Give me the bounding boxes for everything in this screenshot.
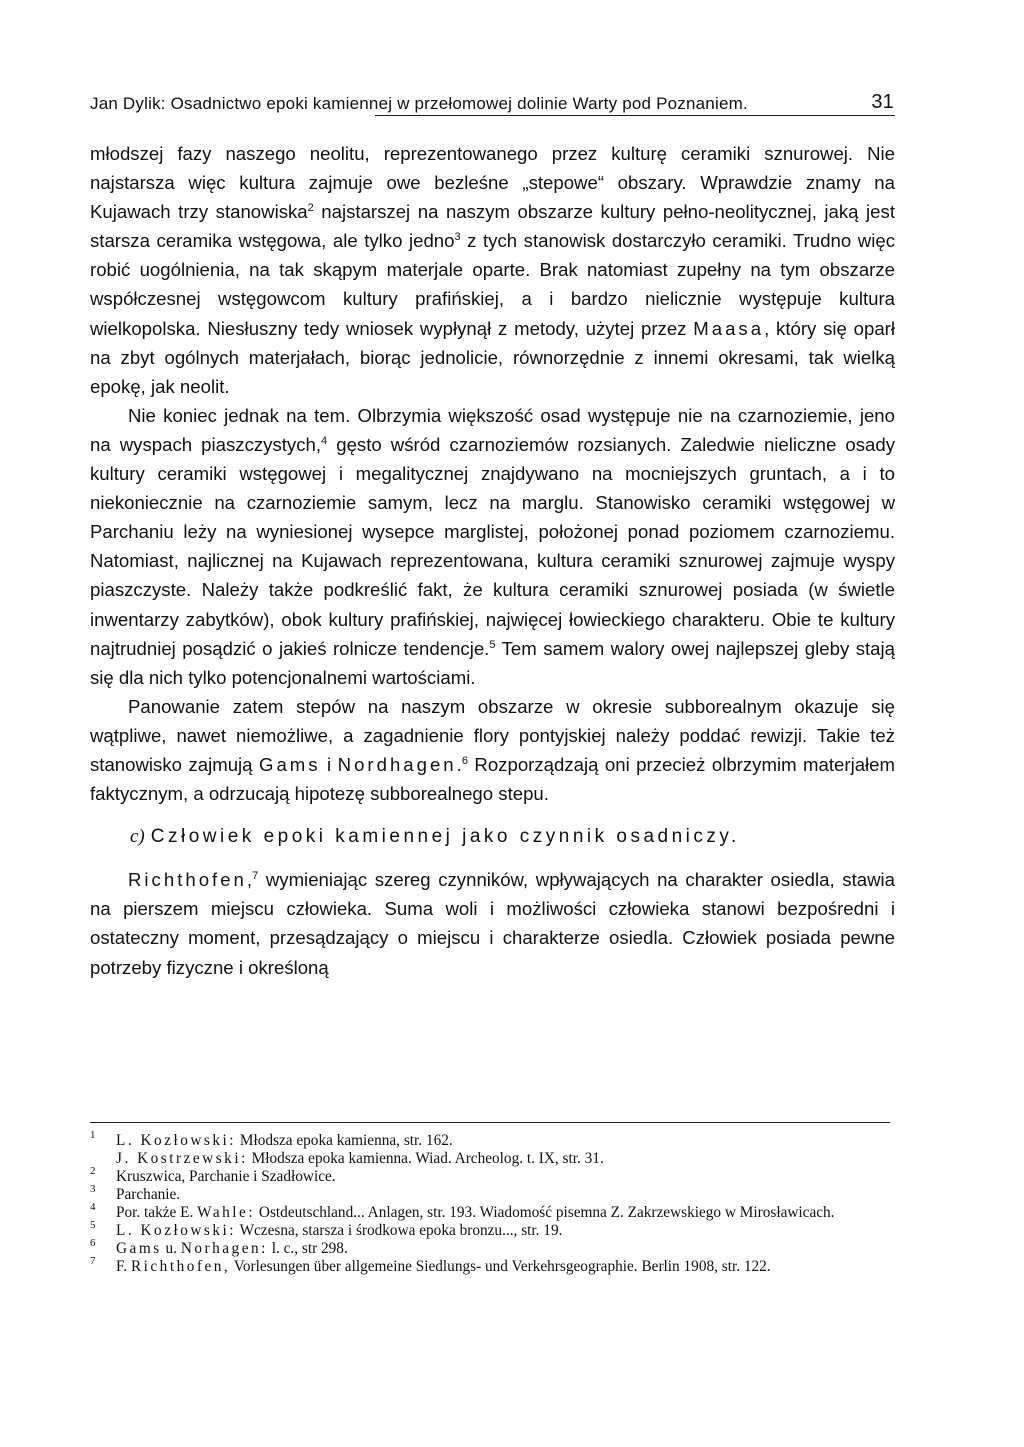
footnote-conjunction: u. — [161, 1240, 181, 1257]
page-number: 31 — [871, 91, 894, 113]
p1-text-a: młodszej fazy naszego neolitu, reprezentowanego przez kulturę ceramiki sznurowej. Nie najstarsza więc kultura zajmuje owe bezleśne „stepowe“ obszary. Wprawdzie znamy na Kujawach trzy stanowiska — [90, 143, 895, 223]
p3-text-a: Panowanie zatem stepów na naszym obszarze w okresie subborealnym okazuje się wątpliwe, nawet niemożliwe, a zagadnienie flory pontyjskiej należy poddać rewizji. Takie też stanowisko zajmują — [90, 695, 895, 775]
footnote-number: 1 — [90, 1129, 96, 1141]
footnote-3 — [90, 1183, 890, 1204]
footnote-rule — [90, 1122, 890, 1123]
footnote-text: Parchanie. — [116, 1186, 181, 1203]
footnote-number: 2 — [90, 1165, 96, 1177]
footnote-text: Młodsza epoka kamienna. Wiad. Archeolog. t. IX, str. 31. — [247, 1150, 604, 1167]
footnote-4 — [90, 1201, 890, 1222]
footnote-prefix: Por. także E. — [116, 1204, 198, 1221]
footnote-author: Wahle: — [197, 1204, 256, 1221]
footnote-2 — [90, 1165, 890, 1186]
footnote-number: 4 — [90, 1201, 96, 1213]
footnote-text: Wczesna, starsza i środkowa epoka bronzu..., str. 19. — [236, 1222, 563, 1239]
footnote-ref-2: 2 — [307, 202, 314, 215]
footnote-author: Richthofen, — [130, 1258, 231, 1275]
footnote-text: Vorlesungen über allgemeine Siedlungs- und Verkehrsgeographie. Berlin 1908, str. 122. — [230, 1258, 771, 1275]
footnote-number: 5 — [90, 1219, 96, 1231]
p2-text-c: Tem samem walory owej najlepszej gleby stają się dla nich tylko potencjonalnemi wartościami. — [90, 637, 895, 688]
footnote-6 — [90, 1237, 890, 1258]
footnote-text: l. c., str 298. — [267, 1240, 348, 1257]
section-heading — [130, 822, 895, 851]
paragraph-2 — [90, 401, 895, 692]
footnote-author: L. Kozłowski: — [116, 1222, 237, 1239]
section-title: Człowiek epoki kamiennej jako czynnik osadniczy. — [150, 826, 740, 848]
footnote-ref-3: 3 — [454, 231, 461, 244]
footnote-author: Norhagen: — [180, 1240, 268, 1257]
footnote-ref-7: 7 — [252, 870, 259, 883]
footnote-number: 7 — [90, 1255, 96, 1267]
footnote-ref-6: 6 — [461, 754, 468, 767]
p3-and: i — [320, 753, 338, 775]
footnote-author: L. Kozłowski: — [116, 1132, 237, 1149]
p2-text-a: Nie koniec jednak na tem. Olbrzymia większość osad występuje nie na czarnoziemie, jeno na wyspach piaszczystych, — [90, 404, 895, 455]
footnote-5 — [90, 1219, 890, 1240]
paragraph-1 — [90, 139, 895, 401]
footnote-number: 6 — [90, 1237, 96, 1249]
footnote-number: 3 — [90, 1183, 96, 1195]
p3-dot: . — [456, 753, 462, 775]
paragraph-3 — [90, 692, 895, 808]
author-nordhagen: Nordhagen — [337, 753, 457, 775]
p2-text-b: gęsto wśród czarnoziemów rozsianych. Zaledwie nieliczne osady kultury ceramiki wstęgowej i megalitycznej znajdywano na mocniejszych gruntach, a i to niekoniecznie na czarnoziemie samym, lecz na marglu. Stanowisko ceramiki wstęgowej w Parchaniu leży na wyniesionej wysepce marglistej, położonej ponad poziomem czarnoziemu. Natomiast, najlicznej na Kujawach reprezentowana, kultura ceramiki sznurowej zajmuje wyspy piaszczyste. Należy także podkreślić fakt, że kultura ceramiki sznurowej posiada (w świetle inwentarzy zabytków), obok kultury prafińskiej, najwięcej łowieckiego charakteru. Obie te kultury najtrudniej posądzić o jakieś rolnicze tendencje. — [90, 433, 895, 659]
footnote-author: J. Kostrzewski: — [116, 1150, 248, 1167]
section-letter: c) — [130, 826, 145, 848]
header-title: Jan Dylik: Osadnictwo epoki kamiennej w przełomowej dolinie Warty pod Poznaniem. — [90, 94, 748, 113]
author-maas: Maasa — [693, 317, 765, 339]
p1-text-b: najstarszej na naszym obszarze kultury pełno-neolitycznej, jaką jest starsza ceramika wstęgowa, ale tylko jedno — [90, 201, 895, 252]
footnote-ref-5: 5 — [489, 638, 496, 651]
p4-text-a: wymieniając szereg czynników, wpływających na charakter osiedla, stawia na pierszem miejscu człowieka. Suma woli i możliwości człowieka stanowi bezpośredni i ostateczny moment, przesądzający o miejscu i charakterze osiedla. Człowiek posiada pewne potrzeby fizyczne i określoną — [90, 869, 895, 978]
paragraph-4 — [90, 865, 895, 981]
footnotes — [90, 1129, 890, 1276]
footnote-text: Ostdeutschland... Anlagen, str. 193. Wiadomość pisemna Z. Zakrzewskiego w Mirosławicach. — [255, 1204, 835, 1221]
footnote-text: Młodsza epoka kamienna, str. 162. — [236, 1132, 453, 1149]
footnote-author: Gams — [116, 1240, 162, 1257]
p1-text-c: z tych stanowisk dostarczyło ceramiki. Trudno więc robić uogólnienia, na tak skąpym materjale oparte. Brak natomiast zupełny na tym obszarze współczesnej wstęgowcom kultury prafińskiej, a i bardzo nielicznie występuje kultura wielkopolska. Niesłuszny tedy wniosek wypłynął z metody, użytej przez — [90, 230, 895, 339]
footnote-1b — [90, 1150, 890, 1168]
author-richthofen: Richthofen — [128, 869, 247, 891]
p4-comma: , — [246, 869, 253, 891]
body-text — [90, 139, 895, 982]
footnote-1 — [90, 1129, 890, 1150]
footnote-text: Kruszwica, Parchanie i Szadłowice. — [116, 1168, 336, 1185]
p1-text-d: , który się oparł na zbyt ogólnych materjałach, biorąc jednolicie, równorzędnie z innemi okresami, tak wielką epokę, jak neolit. — [90, 317, 896, 397]
header-rule — [375, 115, 895, 116]
footnote-7 — [90, 1255, 890, 1276]
footnote-ref-4: 4 — [321, 434, 328, 447]
p3-text-b: Rozporządzają oni przecież olbrzymim materjałem faktycznym, a odrzucają hipotezę subborealnego stepu. — [90, 753, 896, 805]
author-gams: Gams — [258, 753, 321, 775]
footnote-prefix: F. — [116, 1258, 131, 1275]
running-header — [90, 86, 894, 114]
